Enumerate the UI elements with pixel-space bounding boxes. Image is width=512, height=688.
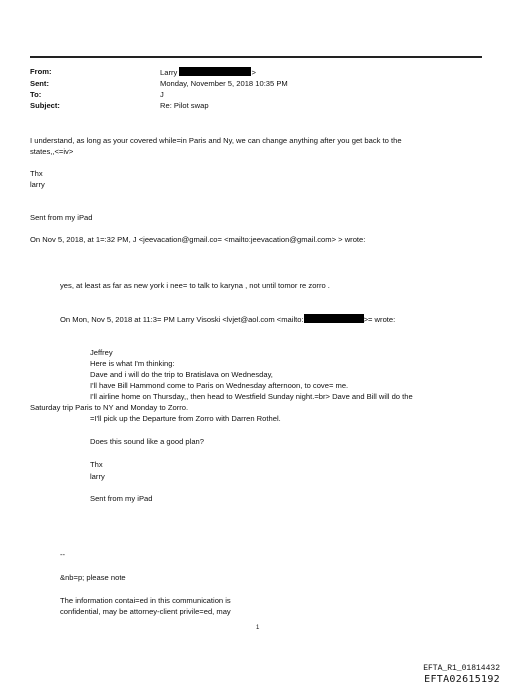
body-sent-from: Sent from my iPad bbox=[30, 213, 93, 222]
q2-thx: Thx bbox=[90, 460, 103, 469]
q2-line-5: I'll airline home on Thursday,, then head to Westfield Sunday night.=br> Dave and Bill will do the bbox=[90, 392, 413, 401]
from-value bbox=[160, 67, 256, 78]
confidential-line-2: confidential, may be attorney-client privile=ed, may bbox=[60, 607, 231, 616]
header-rule bbox=[30, 56, 482, 58]
quote2-header-a: On Mon, Nov 5, 2018 at 11:3= PM Larry Visoski <lvjet@aol.com <mailto: bbox=[60, 315, 304, 324]
quote2-header bbox=[60, 314, 395, 325]
from-suffix: > bbox=[251, 68, 256, 77]
subject-label: Subject: bbox=[30, 101, 60, 110]
body-sign: larry bbox=[30, 180, 45, 189]
from-label: From: bbox=[30, 67, 52, 76]
q2-line-7: =I'll pick up the Departure from Zorro with Darren Rothel. bbox=[90, 414, 281, 423]
quote2-header-b: >= wrote: bbox=[363, 315, 396, 324]
to-label: To: bbox=[30, 90, 42, 99]
subject-value: Re: Pilot swap bbox=[160, 101, 209, 110]
sent-label: Sent: bbox=[30, 79, 49, 88]
quote1-header: On Nov 5, 2018, at 1=:32 PM, J <jeevacation@gmail.co= <mailto:jeevacation@gmail.com> > wrote: bbox=[30, 235, 366, 244]
q2-line-6: Saturday trip Paris to NY and Monday to Zorro. bbox=[30, 403, 189, 412]
q2-line-1: Jeffrey bbox=[90, 348, 113, 357]
footer-code-2: EFTA02615192 bbox=[424, 674, 500, 685]
redaction-box bbox=[304, 314, 364, 323]
q2-line-8: Does this sound like a good plan? bbox=[90, 437, 204, 446]
sent-value: Monday, November 5, 2018 10:35 PM bbox=[160, 79, 288, 88]
q2-sent-from: Sent from my iPad bbox=[90, 494, 153, 503]
footer-code-1: EFTA_R1_01814432 bbox=[423, 664, 500, 673]
q2-line-3: Dave and i will do the trip to Bratislava on Wednesday, bbox=[90, 370, 273, 379]
quote1-text: yes, at least as far as new york i nee= to talk to karyna , not until tomor re zorro . bbox=[60, 281, 330, 290]
signature-separator: -- bbox=[60, 550, 66, 559]
q2-sign: larry bbox=[90, 472, 105, 481]
body-line-2: states,,<=iv> bbox=[30, 147, 74, 156]
confidential-line-1: The information contai=ed in this communication is bbox=[60, 596, 231, 605]
q2-line-4: I'll have Bill Hammond come to Paris on Wednesday afternoon, to cove= me. bbox=[90, 381, 349, 390]
from-name: Larry bbox=[160, 68, 178, 77]
body-thx: Thx bbox=[30, 169, 43, 178]
page-number: 1 bbox=[256, 625, 260, 631]
body-line-1: I understand, as long as your covered while=in Paris and Ny, we can change anything after you get back to the bbox=[30, 136, 402, 145]
please-note: &nb=p; please note bbox=[60, 573, 126, 582]
redaction-box bbox=[179, 67, 251, 76]
q2-line-2: Here is what I'm thinking: bbox=[90, 359, 175, 368]
to-value: J bbox=[160, 90, 164, 99]
